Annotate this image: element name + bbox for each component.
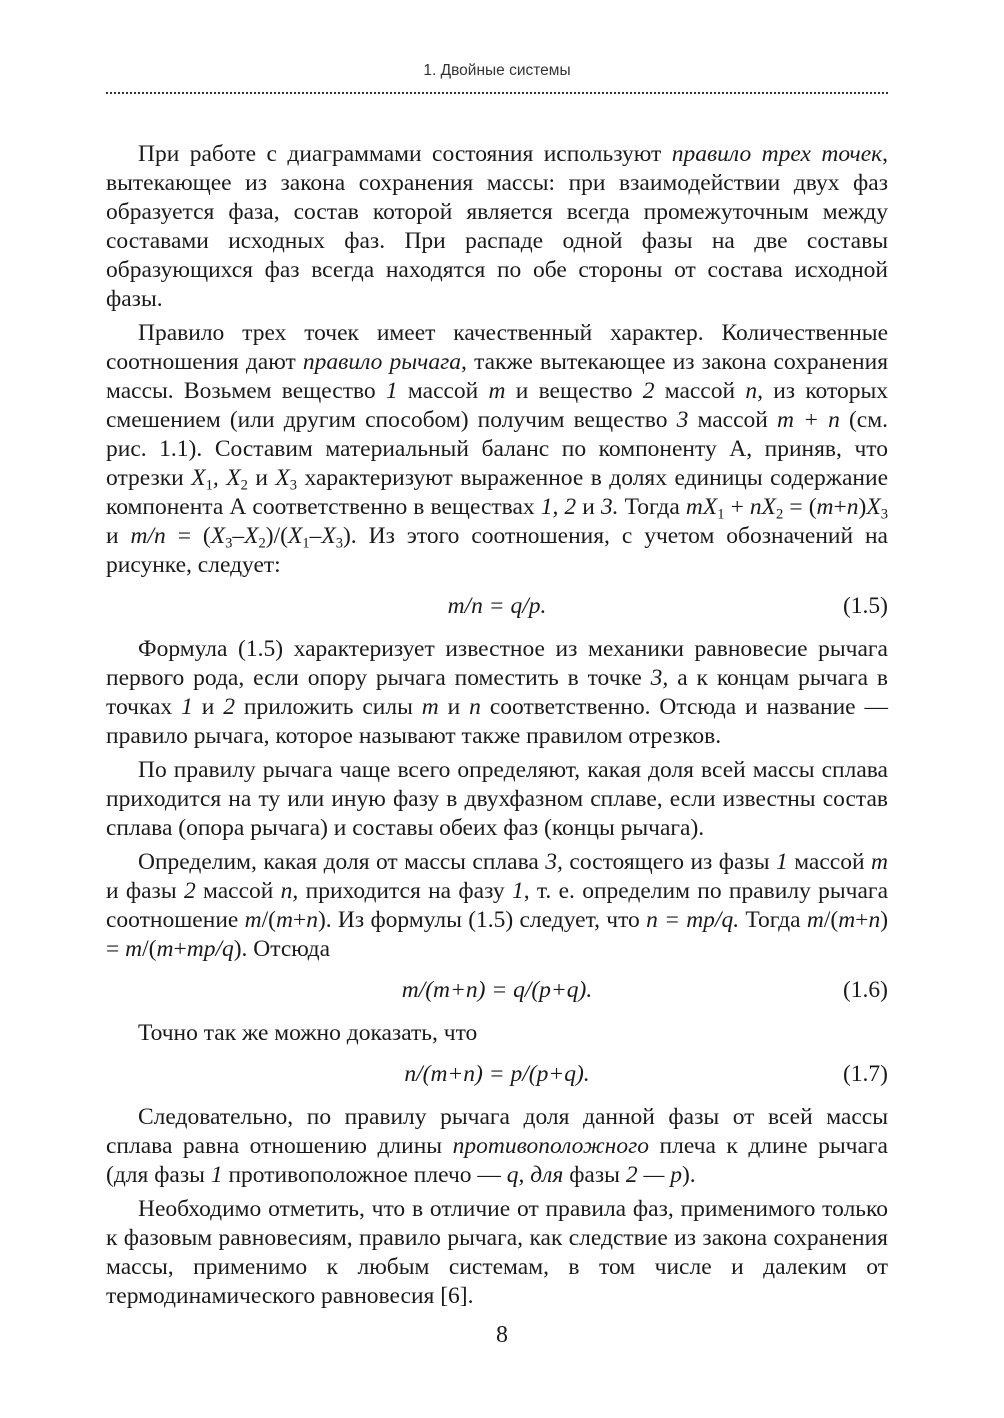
paragraph-mass-fraction: Определим, какая доля от массы сплава 3, состоящего из фазы 1 массой m и фазы 2 массой n, приходится на фазу 1, т. е. определим по правилу рычага соотношение m/(m+n). Из формулы (1.5) следует, что n = mp/q. Тогда m/(m+n) = m/(m+mp/q). Отсюда	[106, 849, 889, 962]
paragraph-conclusion: Следовательно, по правилу рычага доля данной фазы от всей массы сплава равна отношению длины противоположного плеча к длине рычага (для фазы 1 противоположное плечо — q, для фазы 2 — p).	[106, 1104, 888, 1188]
equation-formula: m/(m+n) = q/(p+q).	[401, 977, 593, 1003]
paragraph-lever-usage: По правилу рычага чаще всего определяют, какая доля всей массы сплава приходится на ту или иную фазу в двухфазном сплаве, если известны состав сплава (опора рычага) и составы обеих фаз (концы рычага).	[106, 757, 888, 841]
equation-number: (1.5)	[842, 593, 888, 619]
equation-number: (1.6)	[842, 977, 888, 1003]
header-dotted-rule	[106, 92, 888, 94]
paragraph-lever-rule-derivation: Правило трех точек имеет качественный характер. Количественные соотношения дают правило рычага, также вытекающее из закона сохранения массы. Возьмем вещество 1 массой m и вещество 2 массой n, из которых смешением (или другим способом) получим вещество 3 массой m + n (см. рис. 1.1). Составим материальный баланс по компоненту А, приняв, что отрезки $X_1$, $X_2$ и $X_3$ характеризуют выраженное в долях единицы содержание компонента А соответственно в веществах 1, 2 и 3. Тогда $mX_1 + nX_2 = (m+n)X_3$ и $m/n = (X_3-X_2)/(X_1-X_3)$. Из этого соотношения, с учетом обозначений на рисунке, следует:	[106, 320, 889, 578]
body-text	[106, 140, 888, 1316]
equation-formula: m/n = q/p.	[447, 593, 547, 619]
equation-1-5	[106, 592, 888, 621]
page-number: 8	[496, 1322, 508, 1348]
paragraph-three-points-rule: При работе с диаграммами состояния используют правило трех точек, вытекающее из закона сохранения массы: при взаимодействии двух фаз образуется фаза, состав которой является всегда промежуточным между составами исходных фаз. При распаде одной фазы на две составы образующихся фаз всегда находятся по обе стороны от состава исходной фазы.	[106, 141, 888, 312]
equation-number: (1.7)	[842, 1061, 888, 1087]
equation-formula: n/(m+n) = p/(p+q).	[404, 1061, 590, 1087]
paragraph-lever-analogy: Формула (1.5) характеризует известное из механики равновесие рычага первого рода, если опору рычага поместить в точке 3, а к концам рычага в точках 1 и 2 приложить силы m и n соответственно. Отсюда и название — правило рычага, которое называют также правилом отрезков.	[106, 636, 889, 749]
paragraph-applicability: Необходимо отметить, что в отличие от правила фаз, применимого только к фазовым равновесиям, правило рычага, как следствие из закона сохранения массы, применимо к любым системам, в том числе и далеким от термодинамического равновесия [6].	[106, 1196, 888, 1309]
equation-1-7	[106, 1060, 888, 1089]
equation-1-6	[106, 976, 888, 1005]
paragraph-similarly: Точно так же можно доказать, что	[138, 1020, 478, 1046]
running-header: 1. Двойные системы	[423, 62, 571, 79]
